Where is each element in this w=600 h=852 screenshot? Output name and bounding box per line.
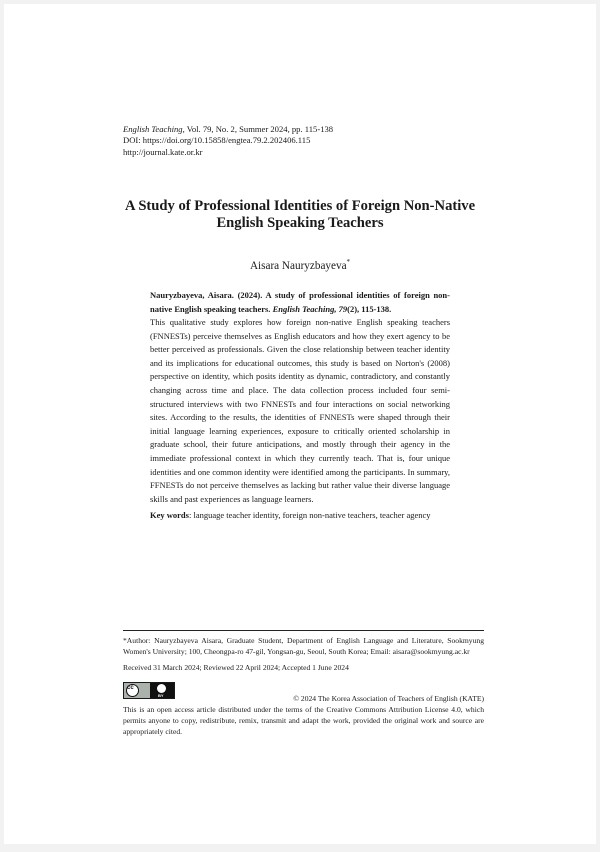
citation-journal: English Teaching, xyxy=(272,303,337,314)
citation-text: Nauryzbayeva, Aisara. (2024). A study of professional identities of foreign non-native English speaking teachers. xyxy=(150,290,450,314)
journal-url[interactable]: http://journal.kate.or.kr xyxy=(123,146,203,157)
citation-volume: 79 xyxy=(338,303,348,314)
journal-issue: , Vol. 79, No. 2, Summer 2024, pp. 115-138 xyxy=(182,124,334,134)
paper-title xyxy=(104,198,496,233)
journal-header xyxy=(123,124,333,158)
author-line xyxy=(104,258,496,272)
keywords xyxy=(150,509,450,523)
author-footnote: *Author: Nauryzbayeva Aisara, Graduate Student, Department of English Language and Literature, Sookmyung Women's University; 100, Cheongpa-ro 47-gil, Yongsan-gu, Seoul, South Korea; Email: aisara@sookmyung.ac.kr xyxy=(123,636,484,657)
keywords-label: Key words xyxy=(150,510,189,520)
citation-block xyxy=(150,289,450,316)
title-line-1: A Study of Professional Identities of Foreign Non-Native xyxy=(124,198,476,214)
cc-by-license-badge[interactable] xyxy=(123,682,175,699)
copyright-notice: © 2024 The Korea Association of Teachers of English (KATE) xyxy=(293,694,484,703)
submission-dates: Received 31 March 2024; Reviewed 22 April 2024; Accepted 1 June 2024 xyxy=(123,663,349,672)
paper-page xyxy=(4,4,596,844)
person-icon xyxy=(157,684,166,693)
citation-pages: (2), 115-138. xyxy=(347,303,392,314)
journal-name: English Teaching xyxy=(123,124,183,134)
license-statement: This is an open access article distributed under the terms of the Creative Commons Attribution License 4.0, which permits anyone to copy, redistribute, remix, transmit and adapt the work, provided the original work and source are appropriately cited. xyxy=(123,705,484,736)
doi-line[interactable]: DOI: https://doi.org/10.15858/engtea.79.2.202406.115 xyxy=(123,135,311,146)
keywords-text: : language teacher identity, foreign non-native teachers, teacher agency xyxy=(188,510,431,520)
footnote-divider xyxy=(123,630,484,631)
author-footnote-mark: * xyxy=(346,258,351,266)
by-badge-text: BY xyxy=(158,693,164,698)
journal-citation-line xyxy=(123,124,333,135)
title-line-2: English Speaking Teachers xyxy=(216,215,384,232)
abstract: This qualitative study explores how foreign non-native English speaking teachers (FNNESTs) perceive themselves as English educators and how they exert agency to be better perceived as professionals. Given the close relationship between teacher identity and its implications for educational outcomes, this study is based on Norton's (2008) perspective on identity, which posits identity as dynamic, contradictory, and constantly changing across time and place. The data collection process included four semi-structured interviews with two FNNESTs and four interactions on social networking sites. According to the results, the identities of FNNESTs were shaped through their initial language learning experiences, exposure to critically oriented scholarship in graduate school, their future anticipations, and mostly through their agency in the immediate professional context in which they currently teach. That is, four unique identities and one common identity were identified among the participants. In summary, FFNESTs do not perceive themselves as lacking but rather value their diverse language skills and past experiences as language learners. xyxy=(150,317,450,504)
cc-badge-text: cc xyxy=(127,685,134,691)
author-name: Aisara Nauryzbayeva xyxy=(249,260,347,272)
